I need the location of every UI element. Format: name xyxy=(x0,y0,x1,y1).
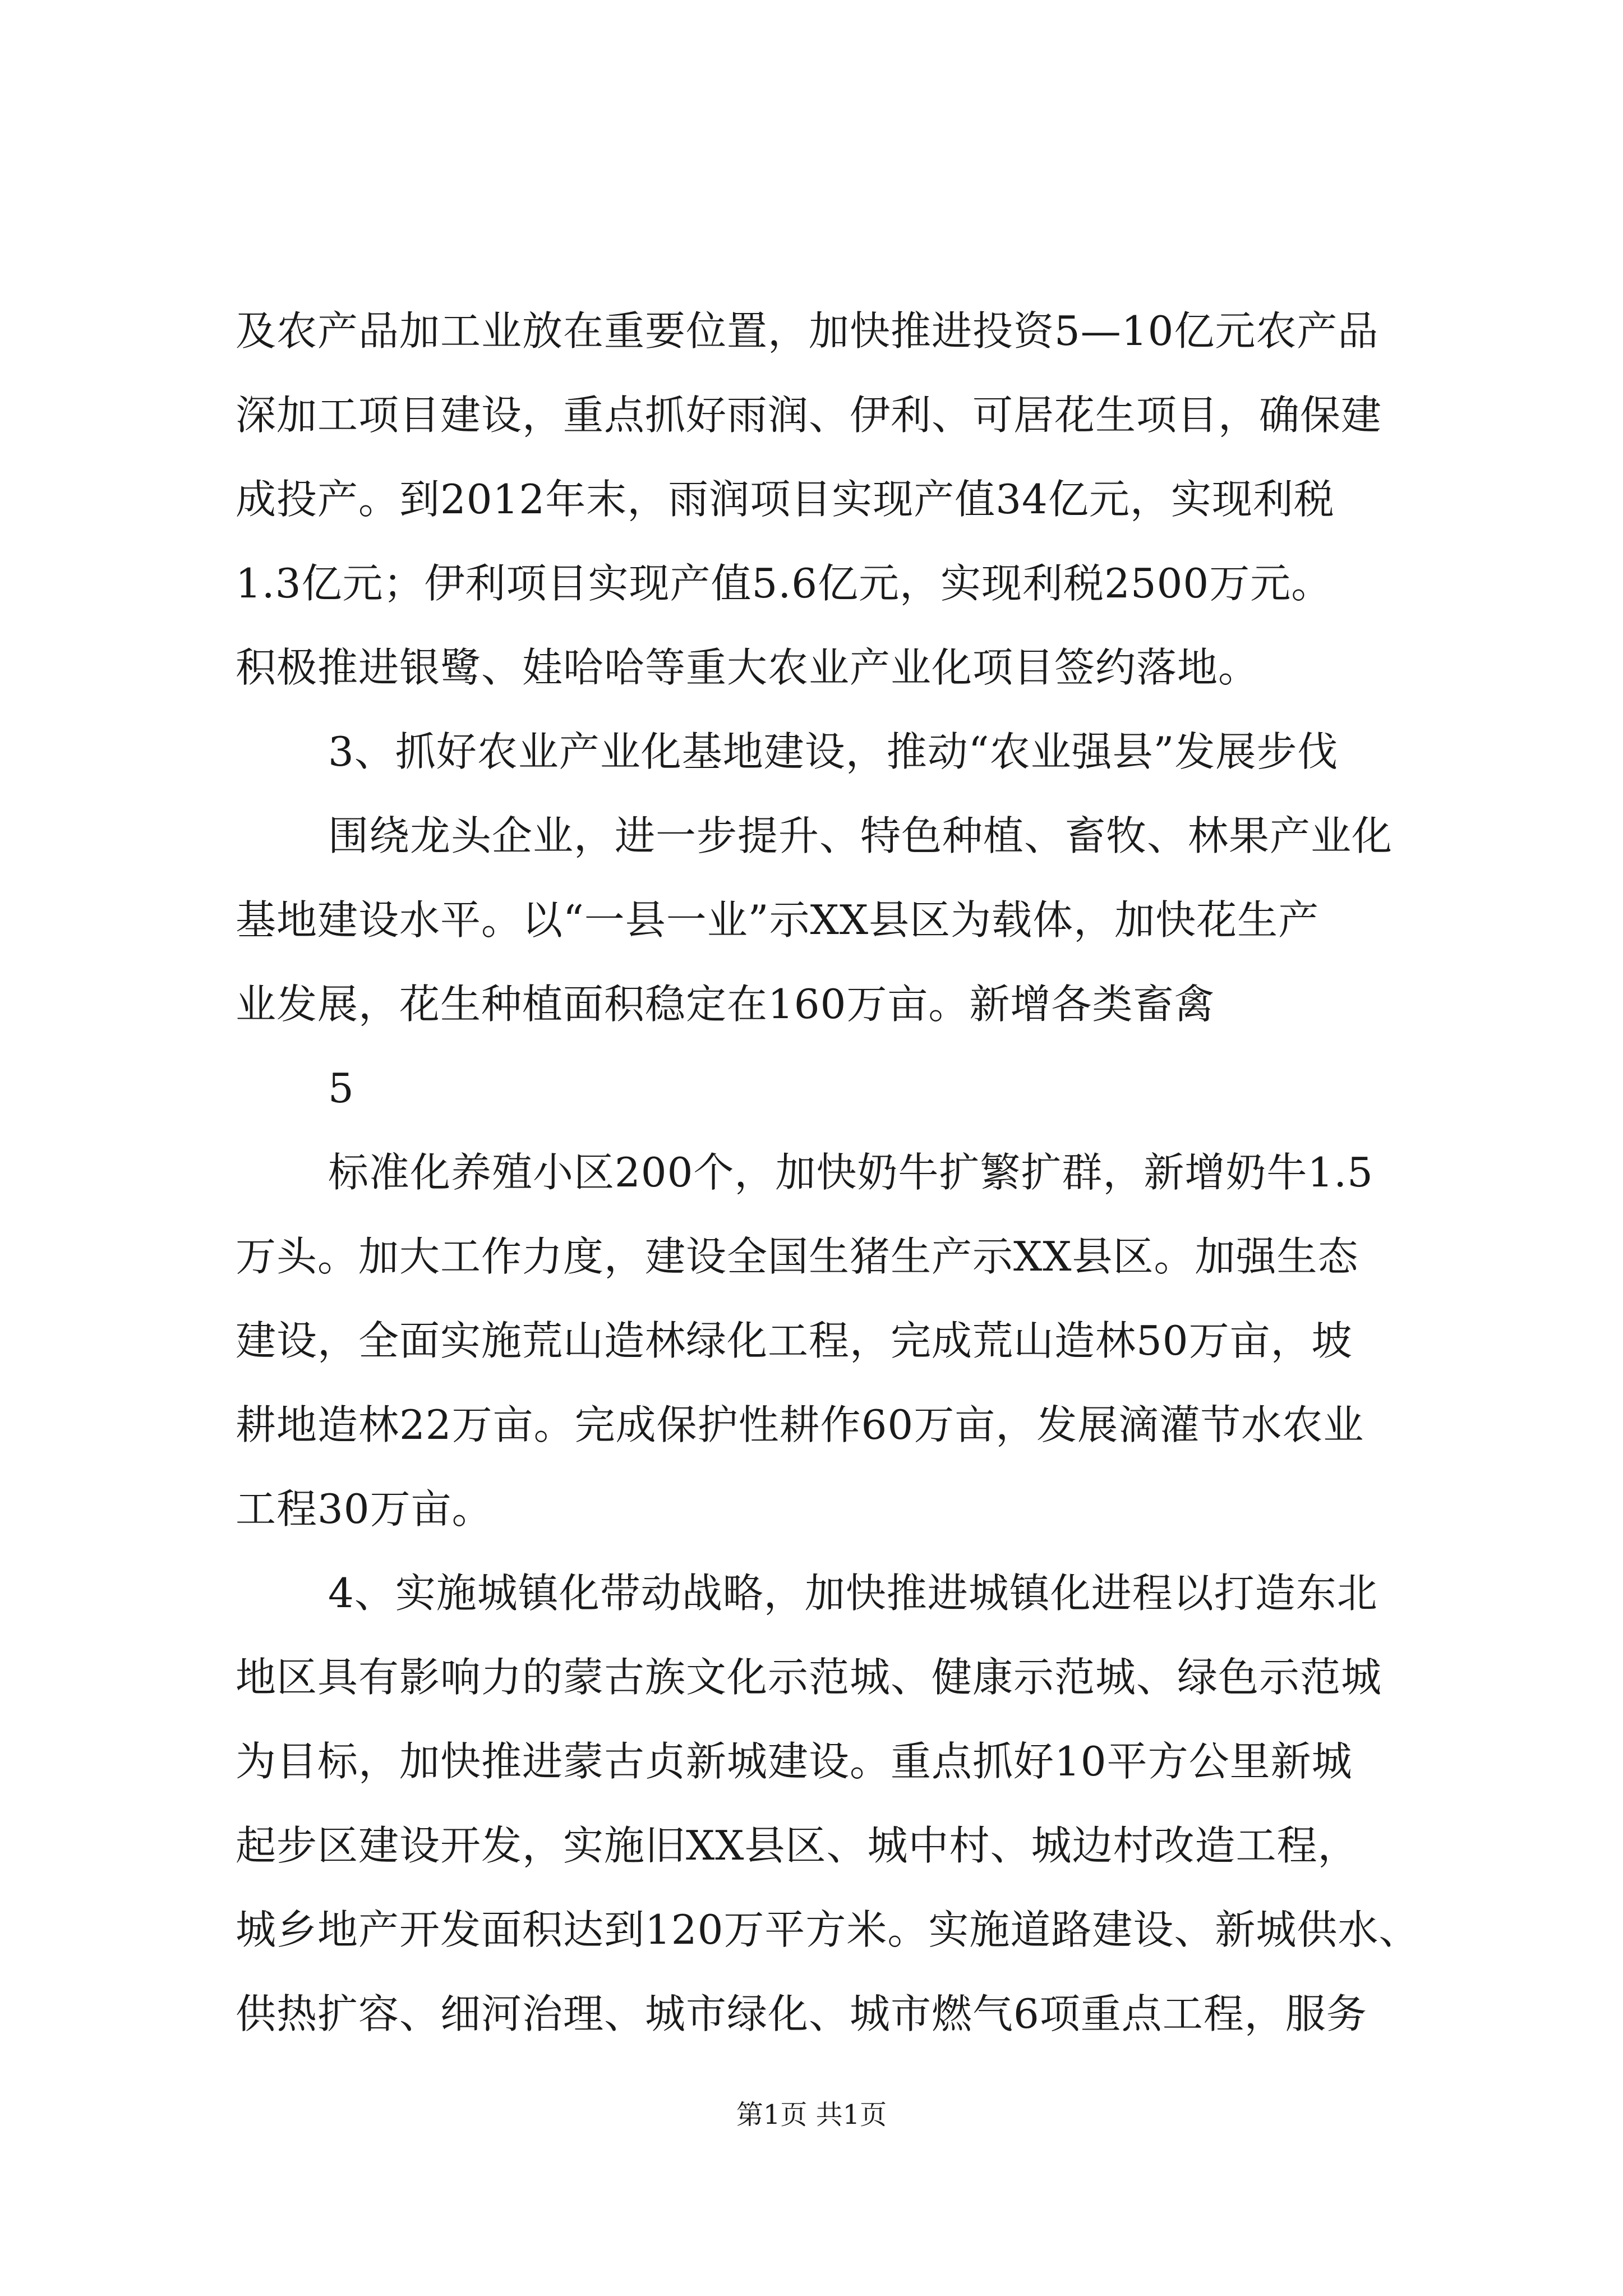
text-line: 积极推进银鹭、娃哈哈等重大农业产业化项目签约落地。 xyxy=(236,644,1260,691)
text-line: 城乡地产开发面积达到120万平方米。实施道路建设、新城供水、 xyxy=(236,1906,1420,1953)
text-line: 工程30万亩。 xyxy=(236,1485,493,1533)
text-line: 标准化养殖小区200个，加快奶牛扩繁扩群，新增奶牛1.5 xyxy=(328,1149,1373,1196)
text-line: 基地建设水平。以“一县一业”示XX县区为载体，加快花生产 xyxy=(236,896,1320,944)
section-heading-3: 3、抓好农业产业化基地建设，推动“农业强县”发展步伐 xyxy=(328,728,1339,775)
text-line: 起步区建设开发，实施旧XX县区、城中村、城边村改造工程， xyxy=(236,1822,1359,1869)
text-line: 业发展，花生种植面积稳定在160万亩。新增各类畜禽 xyxy=(236,981,1215,1028)
text-line: 地区具有影响力的蒙古族文化示范城、健康示范城、绿色示范城 xyxy=(236,1654,1382,1701)
text-line: 建设，全面实施荒山造林绿化工程，完成荒山造林50万亩，坡 xyxy=(236,1317,1353,1364)
text-line: 1.3亿元；伊利项目实现产值5.6亿元，实现利税2500万元。 xyxy=(236,560,1332,607)
inline-page-number: 5 xyxy=(328,1065,354,1112)
text-line: 成投产。到2012年末，雨润项目实现产值34亿元，实现利税 xyxy=(236,476,1335,523)
text-line: 耕地造林22万亩。完成保护性耕作60万亩，发展滴灌节水农业 xyxy=(236,1401,1364,1448)
text-line: 为目标，加快推进蒙古贞新城建设。重点抓好10平方公里新城 xyxy=(236,1738,1353,1785)
text-line: 深加工项目建设，重点抓好雨润、伊利、可居花生项目，确保建 xyxy=(236,392,1382,439)
text-line: 供热扩容、细河治理、城市绿化、城市燃气6项重点工程，服务 xyxy=(236,1990,1367,2037)
text-line: 万头。加大工作力度，建设全国生猪生产示XX县区。加强生态 xyxy=(236,1233,1359,1280)
section-heading-4: 4、实施城镇化带动战略，加快推进城镇化进程以打造东北 xyxy=(328,1570,1378,1617)
text-line: 及农产品加工业放在重要位置，加快推进投资5—10亿元农产品 xyxy=(236,307,1379,355)
text-line: 围绕龙头企业，进一步提升、特色种植、畜牧、林果产业化 xyxy=(328,812,1393,859)
page-footer: 第1页 共1页 xyxy=(736,2099,887,2131)
document-body xyxy=(236,289,1420,2056)
